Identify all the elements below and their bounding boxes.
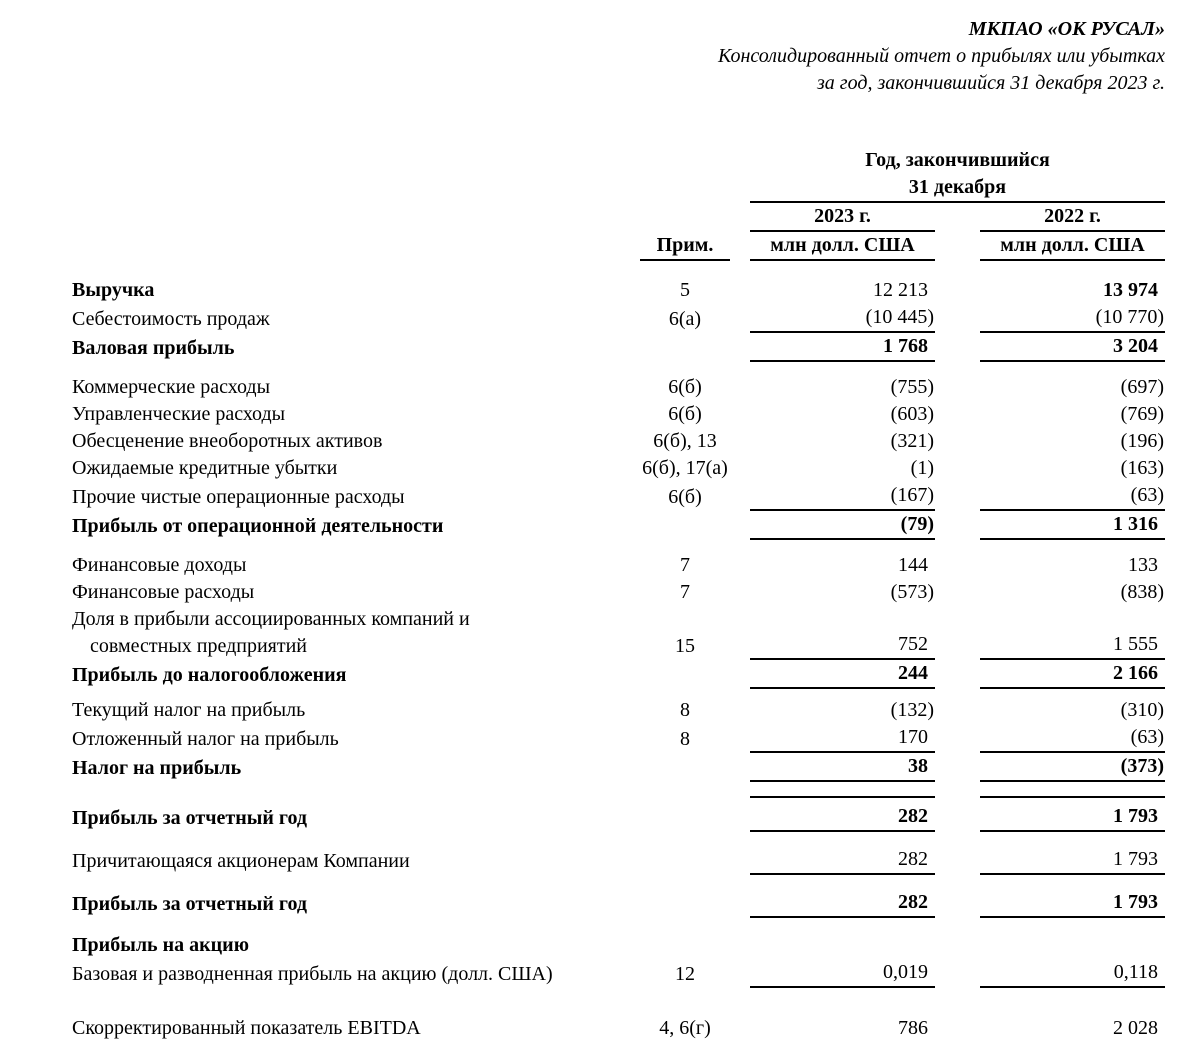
row-label: Ожидаемые кредитные убытки: [72, 457, 338, 479]
row-label: Обесценение внеоборотных активов: [72, 430, 383, 452]
row-value-2022: (373): [980, 753, 1165, 782]
row-note: 6(б), 17(а): [642, 457, 728, 479]
row-note: 7: [680, 554, 690, 576]
column-header-2022: 2022 г.: [980, 203, 1165, 232]
row-label: Прибыль за отчетный год: [72, 807, 307, 829]
row-label-line2: совместных предприятий: [90, 635, 308, 657]
statement-row: [72, 304, 1165, 333]
row-note: 6(а): [668, 308, 702, 330]
row-note: 6(б): [668, 403, 702, 425]
row-value-2023: 282: [750, 889, 935, 918]
row-value-2022: (10 770): [980, 304, 1165, 333]
row-label: Выручка: [72, 279, 155, 301]
statement-row: [72, 401, 1165, 428]
row-label: Финансовые расходы: [72, 581, 255, 603]
row-value-2022: 3 204: [980, 333, 1165, 362]
statement-row: [72, 753, 1165, 782]
row-spacer: [72, 689, 1165, 697]
row-label: Отложенный налог на прибыль: [72, 728, 339, 750]
row-label: Базовая и разводненная прибыль на акцию (долл. США): [72, 963, 553, 985]
row-label: Прибыль за отчетный год: [72, 893, 307, 915]
statement-row: [72, 660, 1165, 689]
row-value-2022: 1 316: [980, 511, 1165, 540]
statement-row: [72, 552, 1165, 579]
table-header-years-row: [72, 203, 1165, 232]
row-label: Причитающаяся акционерам Компании: [72, 850, 410, 872]
statement-row: [72, 959, 1165, 988]
row-value-2023: (79): [750, 511, 935, 540]
statement-row: [72, 482, 1165, 511]
row-value-2022: 133: [1128, 554, 1158, 576]
table-header-period-row2: [72, 174, 1165, 203]
statement-row: [72, 277, 1165, 304]
unit-header-2022: млн долл. США: [980, 232, 1165, 261]
row-value-2022: (769): [1120, 403, 1164, 425]
row-value-2023: 12 213: [873, 279, 928, 301]
row-value-2023: (1): [910, 457, 934, 479]
row-value-2023: (603): [890, 403, 934, 425]
row-label: Прибыль на акцию: [72, 934, 249, 956]
row-value-2022: 1 555: [980, 631, 1165, 660]
row-label-line1: Доля в прибыли ассоциированных компаний и: [72, 608, 470, 630]
row-spacer: [72, 988, 1165, 1015]
row-spacer: [72, 918, 1165, 932]
row-note: 8: [680, 699, 690, 721]
row-value-2023: 244: [750, 660, 935, 689]
row-spacer: [72, 832, 1165, 846]
row-note: 12: [675, 963, 695, 985]
row-value-2023: 786: [898, 1017, 928, 1039]
row-note: 7: [680, 581, 690, 603]
row-label: Себестоимость продаж: [72, 308, 270, 330]
period-header-line2: 31 декабря: [750, 174, 1165, 203]
row-value-2022: (310): [1120, 699, 1164, 721]
row-note: 8: [680, 728, 690, 750]
row-value-2023: (167): [750, 482, 935, 511]
row-label: Коммерческие расходы: [72, 376, 271, 398]
row-label: Прибыль от операционной деятельности: [72, 515, 444, 537]
period-header-line1: Год, закончившийся: [865, 149, 1050, 171]
row-note: 6(б), 13: [653, 430, 717, 452]
row-value-2023: 38: [750, 753, 935, 782]
row-value-2023: 170: [750, 724, 935, 753]
row-value-2022: (63): [980, 724, 1165, 753]
statement-row: [72, 455, 1165, 482]
statement-row: [72, 889, 1165, 918]
row-value-2022: (697): [1120, 376, 1164, 398]
row-value-2022: 0,118: [980, 959, 1165, 988]
row-value-2022: 2 166: [980, 660, 1165, 689]
row-label: Текущий налог на прибыль: [72, 699, 306, 721]
row-value-2022: 1 793: [980, 846, 1165, 875]
row-value-2022: (838): [1120, 581, 1164, 603]
row-value-2022: 13 974: [1103, 279, 1158, 301]
statement-row: [72, 374, 1165, 401]
statement-row: [72, 932, 1165, 959]
row-value-2023: (321): [890, 430, 934, 452]
row-spacer: [72, 782, 1165, 796]
row-value-2023: (573): [890, 581, 934, 603]
row-value-2023: 0,019: [750, 959, 935, 988]
row-value-2022: 1 793: [980, 796, 1165, 832]
row-spacer: [72, 540, 1165, 552]
row-note: 4, 6(г): [659, 1017, 711, 1039]
row-label: Прочие чистые операционные расходы: [72, 486, 405, 508]
statement-row: [72, 1015, 1165, 1042]
row-value-2022: (63): [980, 482, 1165, 511]
row-value-2023: 282: [750, 796, 935, 832]
income-statement-table: [72, 147, 1165, 1042]
row-label: Скорректированный показатель EBITDA: [72, 1017, 421, 1039]
row-note: 6(б): [668, 376, 702, 398]
table-header-period-row1: [72, 147, 1165, 174]
row-value-2022: 1 793: [980, 889, 1165, 918]
row-label: Валовая прибыль: [72, 337, 235, 359]
row-value-2023: (755): [890, 376, 934, 398]
row-value-2022: (163): [1120, 457, 1164, 479]
row-note: 15: [675, 635, 695, 657]
row-value-2023: (10 445): [750, 304, 935, 333]
column-header-2023: 2023 г.: [750, 203, 935, 232]
row-spacer: [72, 362, 1165, 374]
table-header-units-row: [72, 232, 1165, 261]
column-header-note: Прим.: [640, 232, 730, 261]
document-header: [72, 16, 1165, 97]
row-value-2023: 752: [750, 631, 935, 660]
statement-row: [72, 796, 1165, 832]
statement-row: [72, 697, 1165, 724]
company-name: МКПАО «ОК РУСАЛ»: [968, 18, 1165, 40]
row-label: Налог на прибыль: [72, 757, 242, 779]
row-value-2022: 2 028: [1113, 1017, 1158, 1039]
report-period: за год, закончившийся 31 декабря 2023 г.: [817, 72, 1165, 94]
row-value-2023: 1 768: [750, 333, 935, 362]
unit-header-2023: млн долл. США: [750, 232, 935, 261]
table-rows: [72, 277, 1165, 1042]
statement-row: [72, 606, 1165, 660]
statement-row: [72, 579, 1165, 606]
statement-row: [72, 724, 1165, 753]
row-label: Финансовые доходы: [72, 554, 247, 576]
row-note: 6(б): [668, 486, 702, 508]
statement-row: [72, 428, 1165, 455]
row-value-2023: (132): [890, 699, 934, 721]
row-value-2022: (196): [1120, 430, 1164, 452]
row-label: Управленческие расходы: [72, 403, 286, 425]
statement-row: [72, 846, 1165, 875]
statement-row: [72, 333, 1165, 362]
report-title: Консолидированный отчет о прибылях или убытках: [717, 45, 1165, 67]
row-label: Прибыль до налогообложения: [72, 664, 347, 686]
row-value-2023: 144: [898, 554, 928, 576]
row-label: [72, 606, 640, 660]
row-spacer: [72, 875, 1165, 889]
statement-row: [72, 511, 1165, 540]
row-note: 5: [680, 279, 690, 301]
row-value-2023: 282: [750, 846, 935, 875]
